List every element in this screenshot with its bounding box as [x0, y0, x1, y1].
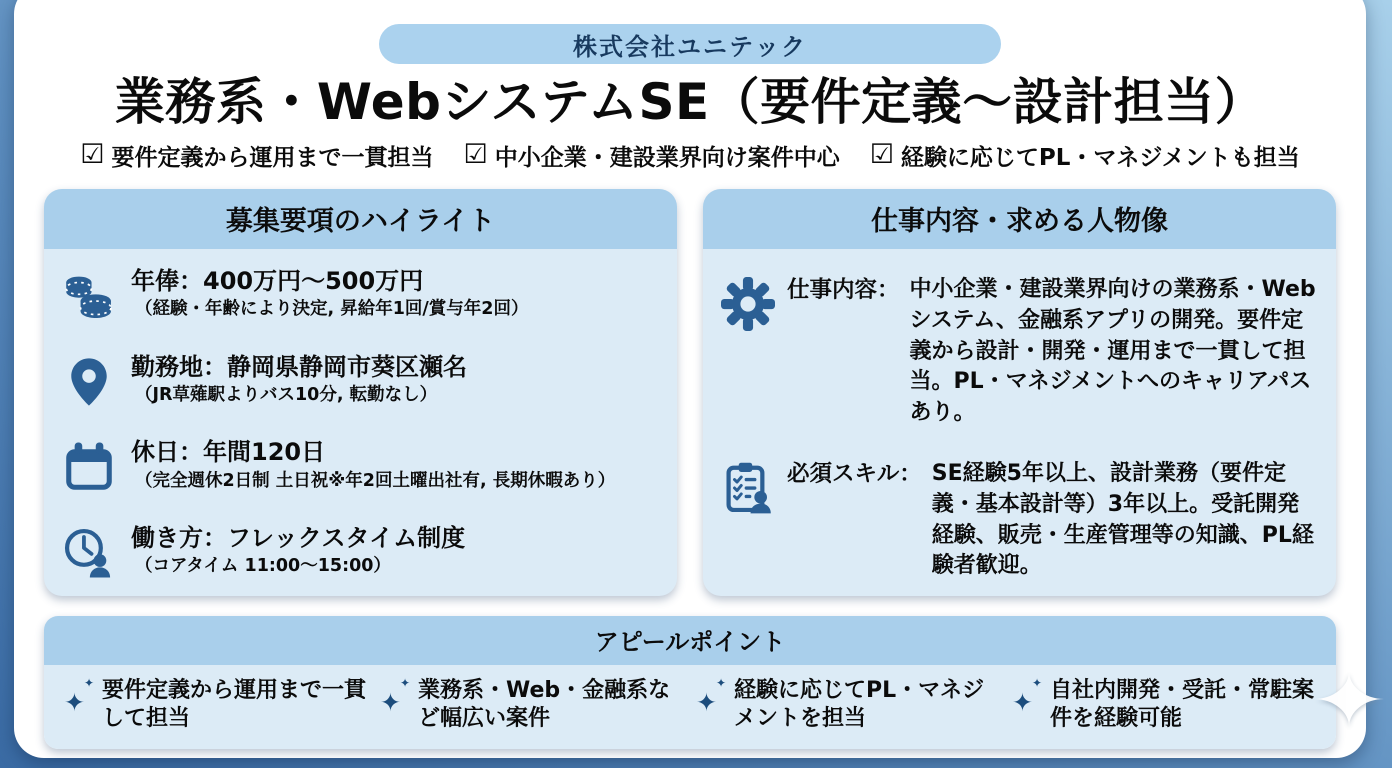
- fact-text: [131, 267, 528, 321]
- appeal-item: [380, 677, 688, 733]
- page-title: 業務系・WebシステムSE（要件定義～設計担当）: [114, 73, 1266, 131]
- sparkle-icon: ✦ ✦: [1012, 676, 1042, 718]
- highlights-panel: [44, 189, 677, 596]
- fact-row-salary: [60, 267, 657, 325]
- fact-text: [131, 438, 615, 492]
- feature-badge-label: 経験に応じてPL・マネジメントも担当: [900, 145, 1300, 171]
- appeal-item-label: 業務系・Web・金融系など幅広い案件: [418, 678, 671, 732]
- fact-row-holidays: [60, 438, 657, 496]
- feature-badge: [870, 139, 1300, 172]
- feature-badge: [463, 139, 839, 172]
- fact-sub: （JR草薙駅よりバス10分, 転勤なし）: [135, 384, 438, 405]
- coins-icon: [60, 267, 118, 325]
- highlights-panel-title: 募集要項のハイライト: [44, 189, 677, 249]
- calendar-icon: [60, 438, 118, 496]
- fact-main: 年俸：400万円～500万円: [131, 267, 424, 295]
- appeal-item: [64, 677, 372, 733]
- desc-label: 必須スキル：: [787, 460, 922, 487]
- checkbox-icon: ☑: [869, 139, 894, 170]
- appeal-item-label: 自社内開発・受託・常駐案件を経験可能: [1050, 678, 1315, 732]
- fact-main: 勤務地：静岡県静岡市葵区瀬名: [131, 352, 467, 381]
- desc-text: 中小企業・建設業界向けの業務系・Webシステム、金融系アプリの開発。要件定義から設計・開発・運用まで一貫して担当。PL・マネジメントへのキャリアパスあり。: [909, 277, 1316, 426]
- appeal-panel-body: [44, 665, 1336, 749]
- appeal-item: [1012, 677, 1320, 733]
- desc-row-duties: [719, 275, 1316, 429]
- gear-icon: [719, 275, 777, 333]
- appeal-item-label: 要件定義から運用まで一貫して担当: [102, 678, 367, 732]
- fact-row-workstyle: [60, 524, 657, 582]
- desc-text: SE経験5年以上、設計業務（要件定義・基本設計等）3年以上。受託開発経験、販売・生産管理等の知識、PL経験者歓迎。: [931, 460, 1314, 579]
- clipboard-checklist-icon: [719, 459, 777, 517]
- feature-badge-label: 要件定義から運用まで一貫担当: [111, 145, 434, 171]
- sparkle-icon: ✦ ✦: [696, 676, 726, 718]
- appeal-item-label: 経験に応じてPL・マネジメントを担当: [734, 678, 985, 732]
- desc-label: 仕事内容：: [787, 277, 900, 303]
- fact-text: [131, 524, 465, 578]
- appeal-item: [696, 677, 1004, 733]
- clock-person-icon: [60, 524, 118, 582]
- job-description-panel-title: 仕事内容・求める人物像: [703, 189, 1336, 249]
- feature-badge-label: 中小企業・建設業界向け案件中心: [494, 145, 840, 171]
- checkbox-icon: ☑: [80, 139, 105, 170]
- info-panels: [44, 189, 1336, 596]
- fact-sub: （経験・年齢により決定, 昇給年1回/賞与年2回）: [135, 299, 529, 320]
- job-description-panel: [703, 189, 1336, 596]
- company-badge: [379, 24, 1001, 64]
- map-pin-icon: [60, 353, 118, 411]
- fact-main: 休日：年間120日: [131, 438, 326, 467]
- job-description-panel-body: [703, 249, 1336, 596]
- appeal-panel-title: アピールポイント: [44, 616, 1336, 665]
- fact-row-location: [60, 353, 657, 411]
- appeal-panel: [44, 616, 1336, 749]
- fact-text: [131, 353, 467, 407]
- feature-badge: [80, 139, 433, 172]
- sparkle-icon: ✦ ✦: [380, 676, 410, 718]
- desc-row-skills: [719, 459, 1316, 582]
- feature-badges: [44, 139, 1336, 172]
- checkbox-icon: ☑: [463, 139, 488, 170]
- poster-card: [14, 0, 1388, 758]
- fact-sub: （コアタイム 11:00～15:00）: [135, 556, 391, 577]
- decorative-sparkle-icon: ✦: [1310, 658, 1388, 744]
- fact-sub: （完全週休2日制 土日祝※年2回土曜出社有, 長期休暇あり）: [135, 470, 616, 491]
- sparkle-icon: ✦ ✦: [64, 676, 94, 718]
- fact-main: 働き方：フレックスタイム制度: [131, 524, 466, 553]
- highlights-panel-body: [44, 249, 677, 596]
- company-name: 株式会社ユニテック: [573, 32, 807, 61]
